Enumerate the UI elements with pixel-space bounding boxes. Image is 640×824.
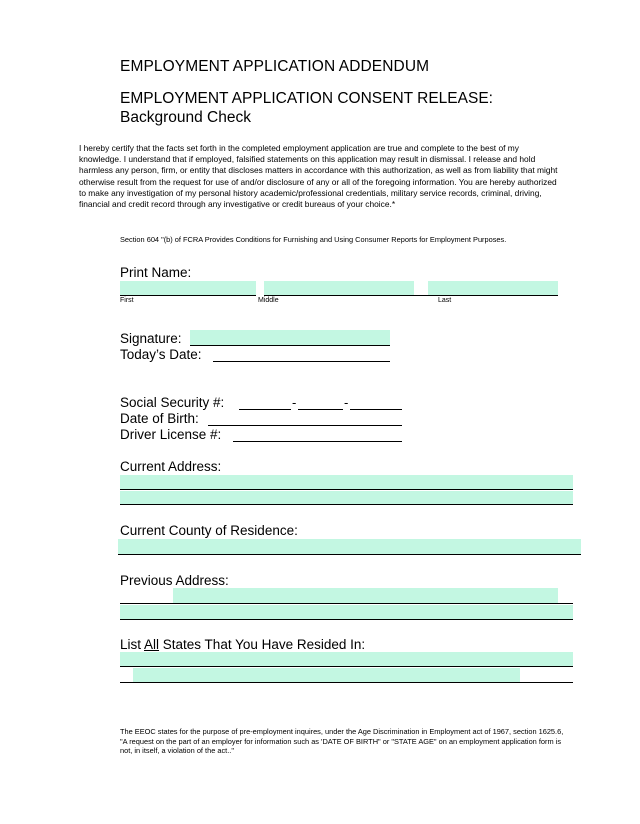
states-label — [120, 637, 365, 652]
previous-address-line1-underline — [120, 603, 573, 604]
page-title: EMPLOYMENT APPLICATION ADDENDUM — [120, 58, 430, 75]
driver-license-label: Driver License #: — [120, 427, 222, 442]
current-address-line2[interactable] — [120, 491, 573, 505]
dob-field[interactable] — [208, 425, 402, 426]
previous-address-label: Previous Address: — [120, 573, 229, 588]
middle-name-caption: Middle — [258, 297, 279, 304]
states-line1[interactable] — [120, 652, 573, 667]
consent-heading-line1: EMPLOYMENT APPLICATION CONSENT RELEASE: — [120, 90, 493, 107]
states-label-suffix: States That You Have Resided In: — [159, 637, 366, 652]
states-line2[interactable] — [133, 668, 520, 682]
current-county-label: Current County of Residence: — [120, 523, 298, 538]
consent-heading — [120, 89, 493, 127]
previous-address-line1[interactable] — [173, 588, 558, 603]
print-name-label: Print Name: — [120, 265, 192, 280]
last-name-field[interactable] — [428, 281, 558, 296]
todays-date-label: Today’s Date: — [120, 347, 202, 362]
first-name-field[interactable] — [120, 281, 256, 296]
states-line2-underline — [120, 682, 573, 683]
states-label-emphasis: All — [144, 637, 160, 652]
current-county-field[interactable] — [118, 539, 581, 555]
middle-name-field[interactable] — [264, 281, 414, 296]
certification-paragraph: I hereby certify that the facts set forth in the completed employment application are true and complete to the best of my knowledge. I understand that if employed, falsified statements on this application may result in dismissal. I release and hold harmless any person, firm, or entity that discloses matters in accordance with this authorization, as well as from liability that might otherwise result from the request for use of and/or disclosure of any or all of the foregoing information. You are hereby authorized to make any investigation of my personal history academic/professional credentials, military service records, criminal, driving, financial and credit record through any investigative or credit bureaus of your choice.* — [79, 143, 558, 210]
dob-label: Date of Birth: — [120, 411, 199, 426]
consent-heading-line2: Background Check — [120, 109, 251, 126]
current-address-label: Current Address: — [120, 459, 222, 474]
name-underline — [414, 295, 428, 296]
todays-date-field[interactable] — [213, 361, 390, 362]
ssn-separator-1: - — [292, 395, 297, 410]
ssn-part1-field[interactable] — [239, 409, 291, 410]
ssn-separator-2: - — [344, 395, 349, 410]
previous-address-line2[interactable] — [120, 605, 573, 620]
ssn-part2-field[interactable] — [298, 409, 343, 410]
ssn-label: Social Security #: — [120, 395, 225, 410]
first-name-caption: First — [120, 297, 134, 304]
signature-field[interactable] — [190, 330, 390, 346]
driver-license-field[interactable] — [233, 441, 402, 442]
fcra-note: Section 604 "(b) of FCRA Provides Conditions for Furnishing and Using Consumer Reports for Employment Purposes. — [120, 235, 507, 244]
states-label-prefix: List — [120, 637, 145, 652]
signature-label: Signature: — [120, 331, 182, 346]
ssn-part3-field[interactable] — [350, 409, 402, 410]
current-address-line1[interactable] — [120, 475, 573, 490]
last-name-caption: Last — [438, 297, 452, 304]
eeoc-note: The EEOC states for the purpose of pre-employment inquires, under the Age Discrimination in Employment act of 1967, section 1625.6, "A request on the part of an employer for information such as 'DATE OF BIRTH" or "STATE AGE" on an employment application form is not, in itself, a violation of the act.." — [120, 727, 564, 756]
